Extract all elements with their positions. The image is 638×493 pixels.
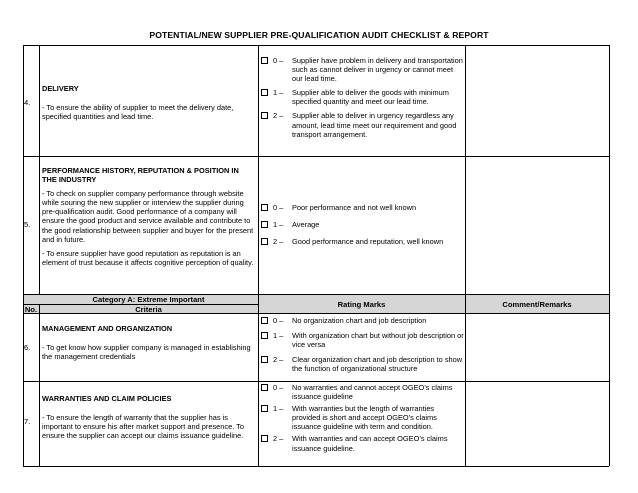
rating-description: Supplier have problem in delivery and transportation such as cannot deliver in urgency or cannot meet our lead time. (292, 56, 463, 84)
category-label: Category A: Extreme Important (92, 295, 205, 304)
table-border-right (609, 45, 610, 466)
criteria-column-header: Criteria (135, 305, 162, 314)
table-border-top (23, 45, 609, 46)
rating-option (260, 88, 464, 106)
checkbox[interactable] (261, 384, 268, 391)
rating-score: 0 – (273, 316, 284, 325)
rating-option (260, 316, 464, 325)
comment-remarks-column-header: Comment/Remarks (502, 300, 572, 309)
rating-option (260, 434, 464, 452)
rating-score: 1 – (273, 404, 284, 414)
rating-score: 2 – (273, 355, 284, 365)
criteria-heading: WARRANTIES AND CLAIM POLICIES (42, 394, 172, 403)
rating-option (260, 220, 464, 229)
criteria-cell (42, 324, 255, 366)
document-title: POTENTIAL/NEW SUPPLIER PRE-QUALIFICATION AUDIT CHECKLIST & REPORT (149, 30, 489, 40)
checkbox[interactable] (261, 317, 268, 324)
criteria-paragraph: - To ensure supplier have good reputation as reputation is an element of trust because it affects cognitive perception of quality. (42, 248, 254, 267)
row-number: 7. (24, 417, 31, 426)
checkbox[interactable] (261, 332, 268, 339)
rating-cell (260, 56, 464, 144)
rating-description: With warranties but the length of warranties provided is short and accept OGEO’s claims issuance guideline with term and condition. (292, 404, 437, 432)
criteria-paragraph: - To ensure the ability of supplier to meet the delivery date, specified quantities and lead time. (42, 103, 234, 122)
rating-score: 0 – (273, 56, 284, 65)
rating-option (260, 383, 464, 401)
criteria-heading: MANAGEMENT AND ORGANIZATION (42, 324, 173, 333)
row-divider (23, 381, 609, 382)
rating-marks-column-header: Rating Marks (337, 300, 386, 309)
rating-option (260, 56, 464, 83)
rating-score: 2 – (273, 434, 284, 444)
rating-description: No organization chart and job description (292, 316, 427, 325)
col-divider-rating (465, 45, 466, 466)
col-divider-criteria (258, 45, 259, 466)
checkbox[interactable] (261, 204, 268, 211)
rating-score: 0 – (273, 203, 284, 212)
table-border-left (23, 45, 24, 466)
table-border-bottom (23, 466, 609, 467)
rating-description: Average (292, 220, 320, 230)
rating-option (260, 111, 464, 138)
checkbox[interactable] (261, 238, 268, 245)
rating-cell (260, 316, 464, 378)
criteria-cell (42, 394, 255, 445)
rating-score: 1 – (273, 331, 284, 341)
checkbox[interactable] (261, 112, 268, 119)
rating-option (260, 331, 464, 349)
rating-description: With warranties and can accept OGEO’s claims issuance guideline. (292, 434, 448, 453)
rating-description: With organization chart but without job description or vice versa (292, 331, 464, 350)
rating-score: 1 – (273, 88, 284, 98)
rating-score: 2 – (273, 237, 284, 247)
row-number: 6. (24, 343, 31, 352)
checkbox[interactable] (261, 435, 268, 442)
no-column-header: No. (24, 305, 38, 314)
criteria-paragraph: - To get know how supplier company is managed in establishing the management credentials (42, 343, 251, 362)
rating-option (260, 355, 464, 373)
criteria-paragraph: - To ensure the length of warranty that the supplier has is important to ensure his after market support and presence. To ensure the supplier can accept our claims issuance guideline. (42, 413, 244, 441)
rating-description: Good performance and reputation, well known (292, 237, 444, 247)
checkbox[interactable] (261, 356, 268, 363)
rating-option (260, 237, 464, 246)
rating-cell (260, 383, 464, 458)
criteria-heading: DELIVERY (42, 84, 79, 93)
col-divider-no (39, 45, 40, 294)
criteria-heading: PERFORMANCE HISTORY, REPUTATION & POSITION IN THE INDUSTRY (42, 166, 239, 185)
rating-score: 0 – (273, 383, 284, 392)
rating-option (260, 404, 464, 431)
rating-description: Supplier able to deliver in urgency regardless any amount, lead time meet our requirement and good transport arrangement. (292, 111, 457, 139)
checkbox[interactable] (261, 221, 268, 228)
rating-description: No warranties and cannot accept OGEO’s claims issuance guideline (292, 383, 453, 402)
row-number: 4. (24, 98, 31, 107)
row-number: 5. (24, 220, 31, 229)
checkbox[interactable] (261, 57, 268, 64)
col-divider-no (39, 304, 40, 466)
checkbox[interactable] (261, 89, 268, 96)
criteria-paragraph: - To check on supplier company performance through website while souring the new supplier or interview the supplier during pre-qualification audit. Good performance of a company will ensure the good product and service available and contribute to the good relationship between supplier and buyer for the present and in future. (42, 189, 254, 244)
checkbox[interactable] (261, 405, 268, 412)
row-divider (23, 156, 609, 157)
criteria-cell (42, 84, 255, 126)
criteria-cell (42, 166, 255, 272)
rating-description: Poor performance and not well known (292, 203, 417, 212)
rating-cell (260, 203, 464, 251)
rating-description: Supplier able to deliver the goods with minimum specified quantity and meet our lead time. (292, 88, 449, 107)
rating-description: Clear organization chart and job description to show the function of organizational structure (292, 355, 463, 374)
rating-score: 2 – (273, 111, 284, 121)
rating-score: 1 – (273, 220, 284, 230)
checklist-table (23, 45, 609, 466)
rating-option (260, 203, 464, 212)
